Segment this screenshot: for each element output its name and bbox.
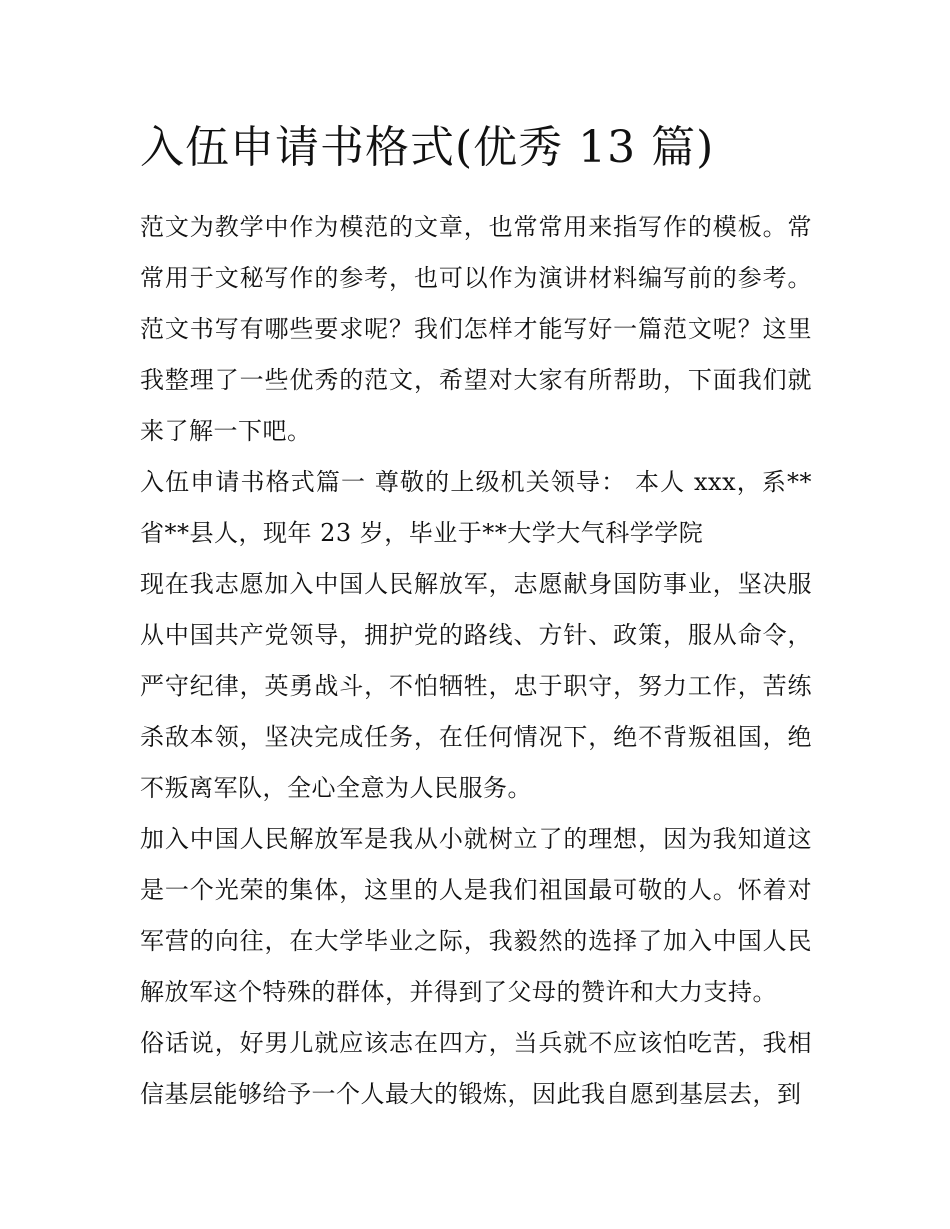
- paragraph-grassroots: 俗话说，好男儿就应该志在四方，当兵就不应该怕吃苦，我相信基层能够给予一个人最大的锻炼，因此我自愿到基层去，到: [140, 1029, 812, 1108]
- paragraph-ideal: 加入中国人民解放军是我从小就树立了的理想，因为我知道这是一个光荣的集体，这里的人是我们祖国最可敬的人。怀着对军营的向往，在大学毕业之际，我毅然的选择了加入中国人民解放军这个特殊的群体，并得到了父母的赞许和大力支持。: [140, 825, 812, 1006]
- document-title: 入伍申请书格式(优秀 13 篇): [140, 122, 715, 173]
- paragraph-intro: 范文为教学中作为模范的文章，也常常用来指写作的模板。常常用于文秘写作的参考，也可以作为演讲材料编写前的参考。范文书写有哪些要求呢？我们怎样才能写好一篇范文呢？这里我整理了一些优秀的范文，希望对大家有所帮助，下面我们就来了解一下吧。: [140, 213, 812, 445]
- paragraph-pledge: 现在我志愿加入中国人民解放军，志愿献身国防事业，坚决服从中国共产党领导，拥护党的路线、方针、政策，服从命令，严守纪律，英勇战斗，不怕牺牲，忠于职守，努力工作，苦练杀敌本领，坚决完成任务，在任何情况下，绝不背叛祖国，绝不叛离军队，全心全意为人民服务。: [140, 570, 812, 802]
- document-body: [140, 202, 812, 1120]
- document-content: [140, 118, 812, 1120]
- paragraph-salutation: 入伍申请书格式篇一 尊敬的上级机关领导： 本人 xxx，系**省**县人，现年 23 岁，毕业于**大学大气科学学院: [140, 468, 812, 547]
